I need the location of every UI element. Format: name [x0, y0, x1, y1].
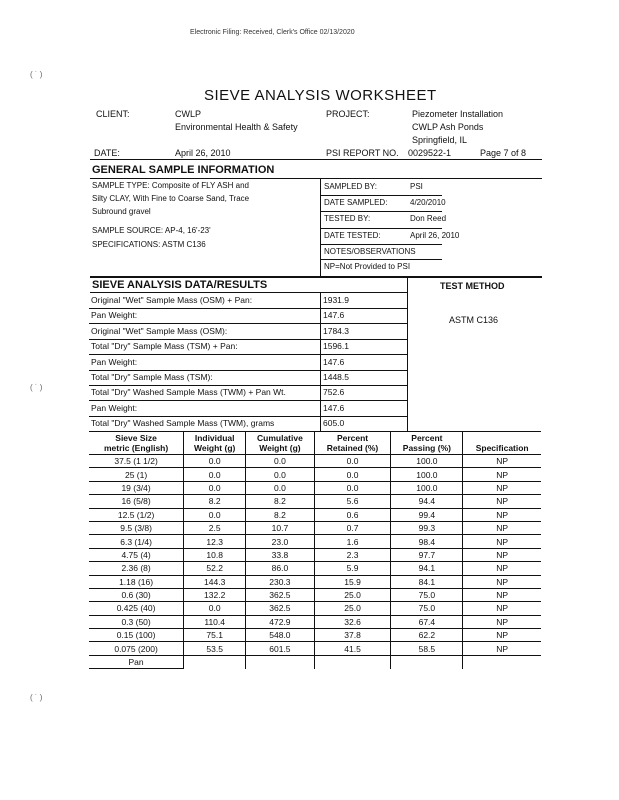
notes-value: NP=Not Provided to PSI	[324, 262, 411, 271]
results-heading: SIEVE ANALYSIS DATA/RESULTS	[92, 279, 268, 291]
cell-cumulative-weight: 86.0	[246, 562, 314, 575]
general-rule	[90, 178, 542, 179]
results-row-value: 605.0	[323, 418, 345, 429]
sample-type-line-1: SAMPLE TYPE: Composite of FLY ASH and	[92, 181, 249, 190]
test-method-heading: TEST METHOD	[440, 281, 505, 291]
results-row-label: Original "Wet" Sample Mass (OSM):	[91, 325, 228, 336]
project-line-3: Springfield, IL	[412, 135, 468, 145]
cell-individual-weight: 75.1	[184, 629, 246, 642]
table-row	[89, 642, 541, 655]
cell-sieve-size: 6.3 (1/4)	[89, 535, 184, 548]
cell-sieve-size: 12.5 (1/2)	[89, 508, 184, 521]
cell-individual-weight: 10.8	[184, 548, 246, 561]
general-divider	[320, 178, 321, 276]
date-label: DATE:	[94, 148, 120, 158]
cell-individual-weight: 0.0	[184, 468, 246, 481]
cell-individual-weight: 12.3	[184, 535, 246, 548]
project-line-2: CWLP Ash Ponds	[412, 122, 484, 132]
cell-percent-retained: 41.5	[314, 642, 391, 655]
cell-percent-passing: 84.1	[391, 575, 463, 588]
page-number: Page 7 of 8	[480, 148, 527, 158]
table-row	[89, 521, 541, 534]
results-row-label: Pan Weight:	[91, 402, 138, 413]
cell-cumulative-weight: 362.5	[246, 588, 314, 601]
sieve-table-body	[89, 455, 541, 669]
cell-cumulative-weight: 33.8	[246, 548, 314, 561]
cell-cumulative-weight: 0.0	[246, 455, 314, 468]
cell-sieve-size: 0.425 (40)	[89, 602, 184, 615]
results-row-label: Original "Wet" Sample Mass (OSM) + Pan:	[91, 295, 253, 305]
cell-sieve-size: 0.15 (100)	[89, 629, 184, 642]
punch-hole-top: ( ˙ )	[30, 70, 43, 79]
cell-percent-passing: 62.2	[391, 629, 463, 642]
cell-percent-retained: 5.9	[314, 562, 391, 575]
results-row-label: Pan Weight:	[91, 310, 138, 321]
cell-percent-retained: 0.0	[314, 455, 391, 468]
sample-type-line-3: Subround gravel	[92, 207, 151, 216]
report-label: PSI REPORT NO.	[326, 148, 399, 158]
date-value: April 26, 2010	[175, 148, 231, 158]
report-value: 0029522-1	[408, 148, 452, 158]
results-row	[89, 385, 407, 400]
results-row	[89, 416, 407, 431]
cell-individual-weight: 144.3	[184, 575, 246, 588]
project-line-1: Piezometer Installation	[412, 109, 504, 119]
date-tested-label: DATE TESTED:	[324, 231, 381, 240]
results-row-value: 1931.9	[323, 295, 349, 305]
cell-sieve-size: 19 (3/4)	[89, 481, 184, 494]
cell-specification: NP	[463, 521, 541, 534]
cell-specification	[463, 655, 541, 668]
cell-specification: NP	[463, 468, 541, 481]
table-row	[89, 468, 541, 481]
cell-percent-passing	[391, 655, 463, 668]
cell-percent-passing: 94.1	[391, 562, 463, 575]
results-row-value: 147.6	[323, 402, 345, 413]
sampled-by-label: SAMPLED BY:	[324, 182, 377, 191]
cell-specification: NP	[463, 495, 541, 508]
table-row	[89, 535, 541, 548]
table-row	[89, 629, 541, 642]
cell-specification: NP	[463, 455, 541, 468]
results-row-label: Total "Dry" Washed Sample Mass (TWM) + Pan Wt.	[91, 387, 286, 398]
tested-by-label: TESTED BY:	[324, 214, 371, 223]
sampled-by-value: PSI	[410, 182, 423, 191]
results-row-label: Total "Dry" Sample Mass (TSM) + Pan:	[91, 341, 238, 352]
cell-sieve-size: 16 (5/8)	[89, 495, 184, 508]
cell-percent-passing: 100.0	[391, 455, 463, 468]
client-line-1: CWLP	[175, 109, 202, 119]
cell-cumulative-weight: 8.2	[246, 508, 314, 521]
page-title: SIEVE ANALYSIS WORKSHEET	[204, 87, 437, 104]
cell-sieve-size: 2.36 (8)	[89, 562, 184, 575]
cell-percent-retained: 0.7	[314, 521, 391, 534]
cell-specification: NP	[463, 588, 541, 601]
sieve-table-top-rule	[89, 431, 541, 432]
col-specification: Specification	[463, 432, 541, 455]
col-sieve-size: Sieve Size metric (English)	[89, 432, 184, 455]
results-row-label: Total "Dry" Washed Sample Mass (TWM), grams	[91, 418, 275, 429]
date-sampled-value: 4/20/2010	[410, 198, 446, 207]
punch-hole-middle: ( ˙ )	[30, 383, 43, 392]
cell-cumulative-weight: 23.0	[246, 535, 314, 548]
cell-individual-weight: 0.0	[184, 508, 246, 521]
cell-specification: NP	[463, 629, 541, 642]
header-rule	[90, 159, 542, 160]
results-row-value: 1784.3	[323, 325, 349, 336]
date-tested-value: April 26, 2010	[410, 231, 460, 240]
cell-percent-retained: 1.6	[314, 535, 391, 548]
cell-sieve-size: 4.75 (4)	[89, 548, 184, 561]
cell-percent-retained: 25.0	[314, 588, 391, 601]
sieve-table-header	[89, 432, 541, 455]
cell-individual-weight: 0.0	[184, 455, 246, 468]
test-method-divider	[407, 276, 408, 432]
results-row-value: 147.6	[323, 310, 345, 321]
specifications: SPECIFICATIONS: ASTM C136	[92, 240, 206, 249]
cell-percent-retained: 0.0	[314, 481, 391, 494]
cell-percent-passing: 100.0	[391, 468, 463, 481]
table-row	[89, 495, 541, 508]
test-method-value: ASTM C136	[449, 315, 499, 325]
cell-sieve-size: 37.5 (1 1/2)	[89, 455, 184, 468]
cell-cumulative-weight: 230.3	[246, 575, 314, 588]
cell-specification: NP	[463, 548, 541, 561]
cell-percent-passing: 98.4	[391, 535, 463, 548]
cell-cumulative-weight	[246, 655, 314, 668]
rule-notes	[320, 259, 442, 260]
rule-tested-by	[320, 228, 442, 229]
cell-specification: NP	[463, 562, 541, 575]
client-label: CLIENT:	[96, 109, 130, 119]
cell-cumulative-weight: 0.0	[246, 481, 314, 494]
cell-percent-passing: 97.7	[391, 548, 463, 561]
cell-sieve-size: 0.3 (50)	[89, 615, 184, 628]
cell-percent-retained: 25.0	[314, 602, 391, 615]
col-percent-passing: Percent Passing (%)	[391, 432, 463, 455]
date-sampled-label: DATE SAMPLED:	[324, 198, 388, 207]
table-row	[89, 455, 541, 468]
cell-specification: NP	[463, 535, 541, 548]
cell-percent-passing: 75.0	[391, 588, 463, 601]
cell-percent-passing: 58.5	[391, 642, 463, 655]
cell-percent-passing: 99.3	[391, 521, 463, 534]
col-percent-retained: Percent Retained (%)	[314, 432, 391, 455]
results-row-label: Pan Weight:	[91, 356, 138, 367]
cell-cumulative-weight: 548.0	[246, 629, 314, 642]
sieve-table	[89, 432, 541, 669]
cell-percent-retained: 15.9	[314, 575, 391, 588]
punch-hole-bottom: ( ˙ )	[30, 693, 43, 702]
cell-specification: NP	[463, 602, 541, 615]
results-row	[89, 370, 407, 385]
cell-percent-retained: 0.0	[314, 468, 391, 481]
cell-specification: NP	[463, 615, 541, 628]
cell-individual-weight: 132.2	[184, 588, 246, 601]
results-row-value: 1448.5	[323, 372, 349, 382]
results-row	[89, 355, 407, 370]
cell-percent-retained: 5.6	[314, 495, 391, 508]
results-row	[89, 308, 407, 323]
cell-specification: NP	[463, 642, 541, 655]
rule-date-tested	[320, 244, 442, 245]
sample-source: SAMPLE SOURCE: AP-4, 16'-23'	[92, 226, 211, 235]
cell-percent-passing: 100.0	[391, 481, 463, 494]
table-row	[89, 562, 541, 575]
cell-individual-weight: 52.2	[184, 562, 246, 575]
cell-percent-retained: 2.3	[314, 548, 391, 561]
table-row	[89, 548, 541, 561]
results-row-value: 147.6	[323, 356, 345, 367]
table-row	[89, 602, 541, 615]
results-row-value: 752.6	[323, 387, 345, 398]
cell-specification: NP	[463, 508, 541, 521]
table-row	[89, 615, 541, 628]
table-row	[89, 655, 541, 668]
client-line-2: Environmental Health & Safety	[175, 122, 298, 132]
cell-individual-weight: 53.5	[184, 642, 246, 655]
results-row	[89, 401, 407, 416]
project-label: PROJECT:	[326, 109, 370, 119]
cell-percent-passing: 67.4	[391, 615, 463, 628]
table-row	[89, 575, 541, 588]
table-row	[89, 508, 541, 521]
cell-percent-passing: 94.4	[391, 495, 463, 508]
tested-by-value: Don Reed	[410, 214, 447, 223]
results-row-value: 1596.1	[323, 341, 349, 352]
cell-sieve-size: 25 (1)	[89, 468, 184, 481]
cell-individual-weight: 0.0	[184, 481, 246, 494]
table-row	[89, 588, 541, 601]
col-individual-weight: Individual Weight (g)	[184, 432, 246, 455]
rule-sampled-by	[320, 195, 442, 196]
notes-label: NOTES/OBSERVATIONS	[324, 247, 416, 256]
results-top-rule	[90, 276, 542, 278]
cell-percent-retained: 0.6	[314, 508, 391, 521]
cell-individual-weight	[184, 655, 246, 668]
sample-type-line-2: Silty CLAY, With Fine to Coarse Sand, Trace	[92, 194, 250, 203]
cell-cumulative-weight: 0.0	[246, 468, 314, 481]
results-row	[89, 339, 407, 354]
cell-individual-weight: 0.0	[184, 602, 246, 615]
cell-percent-passing: 99.4	[391, 508, 463, 521]
rule-date-sampled	[320, 211, 442, 212]
cell-sieve-size: 9.5 (3/8)	[89, 521, 184, 534]
fax-stamp: Electronic Filing: Received, Clerk's Office 02/13/2020	[190, 29, 355, 36]
cell-individual-weight: 2.5	[184, 521, 246, 534]
table-row	[89, 481, 541, 494]
cell-percent-retained	[314, 655, 391, 668]
cell-percent-retained: 37.8	[314, 629, 391, 642]
cell-cumulative-weight: 472.9	[246, 615, 314, 628]
cell-sieve-size: 1.18 (16)	[89, 575, 184, 588]
cell-sieve-size: Pan	[89, 655, 184, 668]
cell-percent-passing: 75.0	[391, 602, 463, 615]
cell-specification: NP	[463, 575, 541, 588]
cell-cumulative-weight: 10.7	[246, 521, 314, 534]
results-row	[89, 324, 407, 339]
cell-percent-retained: 32.6	[314, 615, 391, 628]
cell-sieve-size: 0.075 (200)	[89, 642, 184, 655]
cell-cumulative-weight: 8.2	[246, 495, 314, 508]
cell-sieve-size: 0.6 (30)	[89, 588, 184, 601]
cell-individual-weight: 110.4	[184, 615, 246, 628]
cell-individual-weight: 8.2	[184, 495, 246, 508]
col-cumulative-weight: Cumulative Weight (g)	[246, 432, 314, 455]
cell-cumulative-weight: 601.5	[246, 642, 314, 655]
results-row	[89, 293, 407, 308]
cell-specification: NP	[463, 481, 541, 494]
general-heading: GENERAL SAMPLE INFORMATION	[92, 164, 275, 176]
results-row-label: Total "Dry" Sample Mass (TSM):	[91, 372, 213, 382]
cell-cumulative-weight: 362.5	[246, 602, 314, 615]
